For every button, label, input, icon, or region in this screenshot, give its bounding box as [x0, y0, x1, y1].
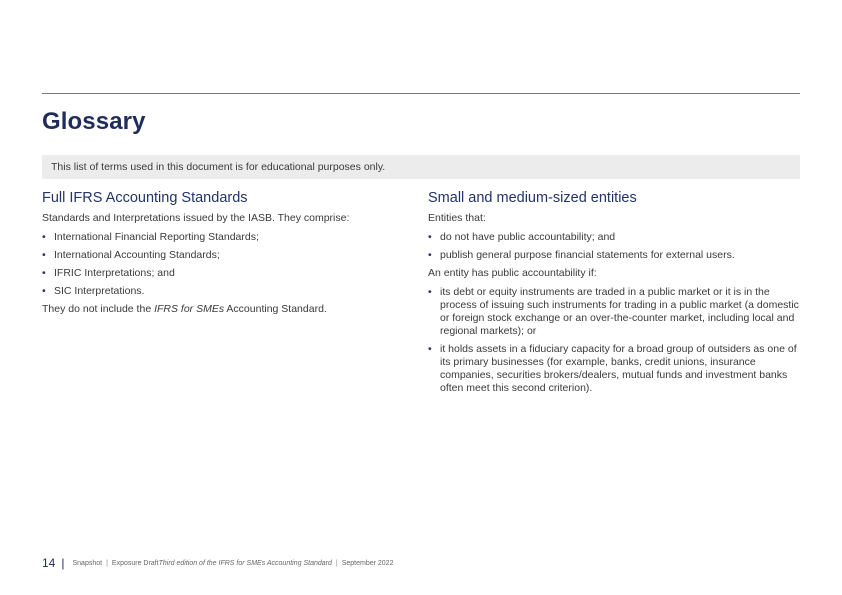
list-item-text: SIC Interpretations.: [54, 285, 145, 297]
list-item: [42, 231, 414, 244]
left-intro: Standards and Interpretations issued by the IASB. They comprise:: [42, 212, 350, 224]
bullet-icon: •: [428, 286, 432, 298]
list-item: [42, 285, 414, 298]
list-item-text: International Accounting Standards;: [54, 249, 220, 261]
bullet-icon: •: [42, 249, 46, 261]
bullet-icon: •: [428, 249, 432, 261]
right-column: [428, 190, 800, 400]
list-item: [42, 267, 414, 280]
bullet-icon: •: [42, 231, 46, 243]
right-heading: Small and medium-sized entities: [428, 190, 637, 206]
left-column: [42, 190, 414, 322]
list-item: [428, 343, 800, 395]
right-second-list: [428, 286, 800, 395]
footer-doc-prefix: Exposure Draft: [111, 559, 159, 567]
right-list: [428, 231, 800, 262]
right-second-intro: An entity has public accountability if:: [428, 267, 597, 279]
list-item: [428, 231, 800, 244]
list-item-text: publish general purpose financial statements for external users.: [440, 249, 735, 261]
closing-text-start: They do not include the: [42, 303, 155, 315]
bullet-icon: •: [428, 231, 432, 243]
top-rule: [42, 93, 800, 94]
list-item-text: do not have public accountability; and: [440, 231, 616, 243]
left-list: [42, 231, 414, 298]
bullet-icon: •: [42, 267, 46, 279]
list-item: [428, 286, 800, 338]
page-number: 14: [42, 556, 56, 570]
list-item: [42, 249, 414, 262]
page-title: Glossary: [42, 108, 146, 135]
right-intro: Entities that:: [428, 212, 486, 224]
footer-doc-title: Third edition of the IFRS for SMEs Accounting Standard: [158, 559, 332, 567]
footer-date: September 2022: [341, 559, 394, 567]
closing-text-end: Accounting Standard.: [224, 303, 327, 315]
closing-text-italic: IFRS for SMEs: [154, 303, 225, 315]
list-item-text: IFRIC Interpretations; and: [54, 267, 175, 279]
bullet-icon: •: [428, 343, 432, 355]
list-item-text: it holds assets in a fiduciary capacity for a broad group of outsiders as one of its primary businesses (for example, banks, credit unions, insurance companies, securities brokers/dealers, mutual funds and investment banks often meet this second criterion).: [440, 343, 797, 394]
footer: [42, 556, 393, 570]
footer-label: Snapshot: [72, 559, 103, 567]
left-heading: Full IFRS Accounting Standards: [42, 190, 248, 206]
footer-separator: |: [106, 559, 108, 567]
list-item: [428, 249, 800, 262]
list-item-text: International Financial Reporting Standards;: [54, 231, 259, 243]
footer-divider: |: [61, 556, 65, 570]
list-item-text: its debt or equity instruments are traded in a public market or it is in the process of issuing such instruments for trading in a public market (a domestic or foreign stock exchange or an over-the-counter market, including local and regional markets); or: [440, 286, 799, 337]
left-closing: [42, 303, 414, 316]
bullet-icon: •: [42, 285, 46, 297]
notice-banner: This list of terms used in this document is for educational purposes only.: [42, 155, 800, 179]
footer-separator: |: [335, 559, 338, 567]
